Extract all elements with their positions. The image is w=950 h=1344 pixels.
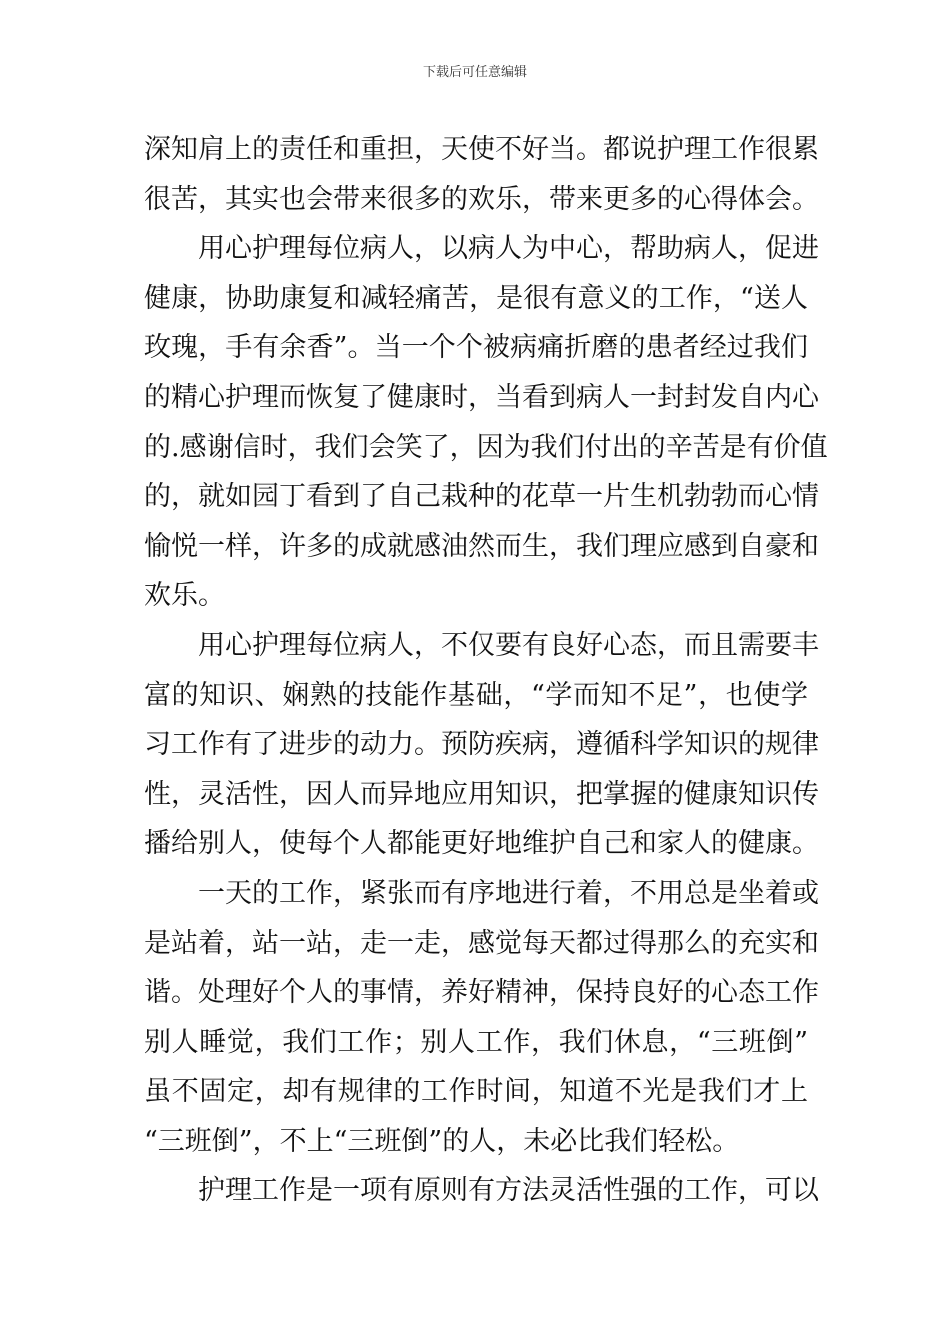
document-body — [144, 125, 828, 1216]
text-line: 很苦，其实也会带来很多的欢乐，带来更多的心得体会。 — [144, 183, 819, 215]
paragraph-3 — [144, 621, 819, 869]
text-line: 谐。处理好个人的事情，养好精神，保持良好的心态工作 — [144, 977, 819, 1009]
text-line: 的.感谢信时，我们会笑了，因为我们付出的辛苦是有价值 — [144, 431, 828, 463]
text-line: 富的知识、娴熟的技能作基础，“学而知不足”，也使学 — [144, 679, 808, 711]
text-line: 用心护理每位病人，以病人为中心，帮助病人，促进 — [198, 233, 819, 265]
text-line: 健康，协助康复和减轻痛苦，是很有意义的工作，“送人 — [144, 282, 808, 314]
paragraph-1 — [144, 125, 819, 224]
text-line: 欢乐。 — [144, 580, 225, 612]
text-line: 用心护理每位病人，不仅要有良好心态，而且需要丰 — [198, 629, 819, 661]
text-line: 性，灵活性，因人而异地应用知识，把掌握的健康知识传 — [144, 778, 819, 810]
text-line: 播给别人，使每个人都能更好地维护自己和家人的健康。 — [144, 828, 819, 860]
page-header: 下载后可任意编辑 — [422, 65, 527, 80]
text-line: 的，就如园丁看到了自己栽种的花草一片生机勃勃而心情 — [144, 481, 819, 513]
paragraph-2 — [144, 224, 828, 621]
paragraph-4 — [144, 869, 819, 1167]
text-line: 虽不固定，却有规律的工作时间，知道不光是我们才上 — [144, 1076, 808, 1108]
text-line: 护理工作是一项有原则有方法灵活性强的工作，可以 — [198, 1175, 819, 1207]
text-line: 愉悦一样，许多的成就感油然而生，我们理应感到自豪和 — [144, 530, 819, 562]
text-line: 习工作有了进步的动力。预防疾病，遵循科学知识的规律 — [144, 729, 819, 761]
text-line: 玫瑰，手有余香”。当一个个被病痛折磨的患者经过我们 — [144, 332, 808, 364]
text-line: 是站着，站一站，走一走，感觉每天都过得那么的充实和 — [144, 927, 819, 959]
text-line: 一天的工作，紧张而有序地进行着，不用总是坐着或 — [198, 877, 819, 909]
text-line: “三班倒”，不上“三班倒”的人，未必比我们轻松。 — [144, 1125, 740, 1157]
text-line: 别人睡觉，我们工作；别人工作，我们休息，“三班倒” — [144, 1026, 808, 1058]
paragraph-5 — [144, 1166, 819, 1216]
text-line: 深知肩上的责任和重担，天使不好当。都说护理工作很累 — [144, 134, 819, 165]
text-line: 的精心护理而恢复了健康时，当看到病人一封封发自内心 — [144, 381, 819, 413]
